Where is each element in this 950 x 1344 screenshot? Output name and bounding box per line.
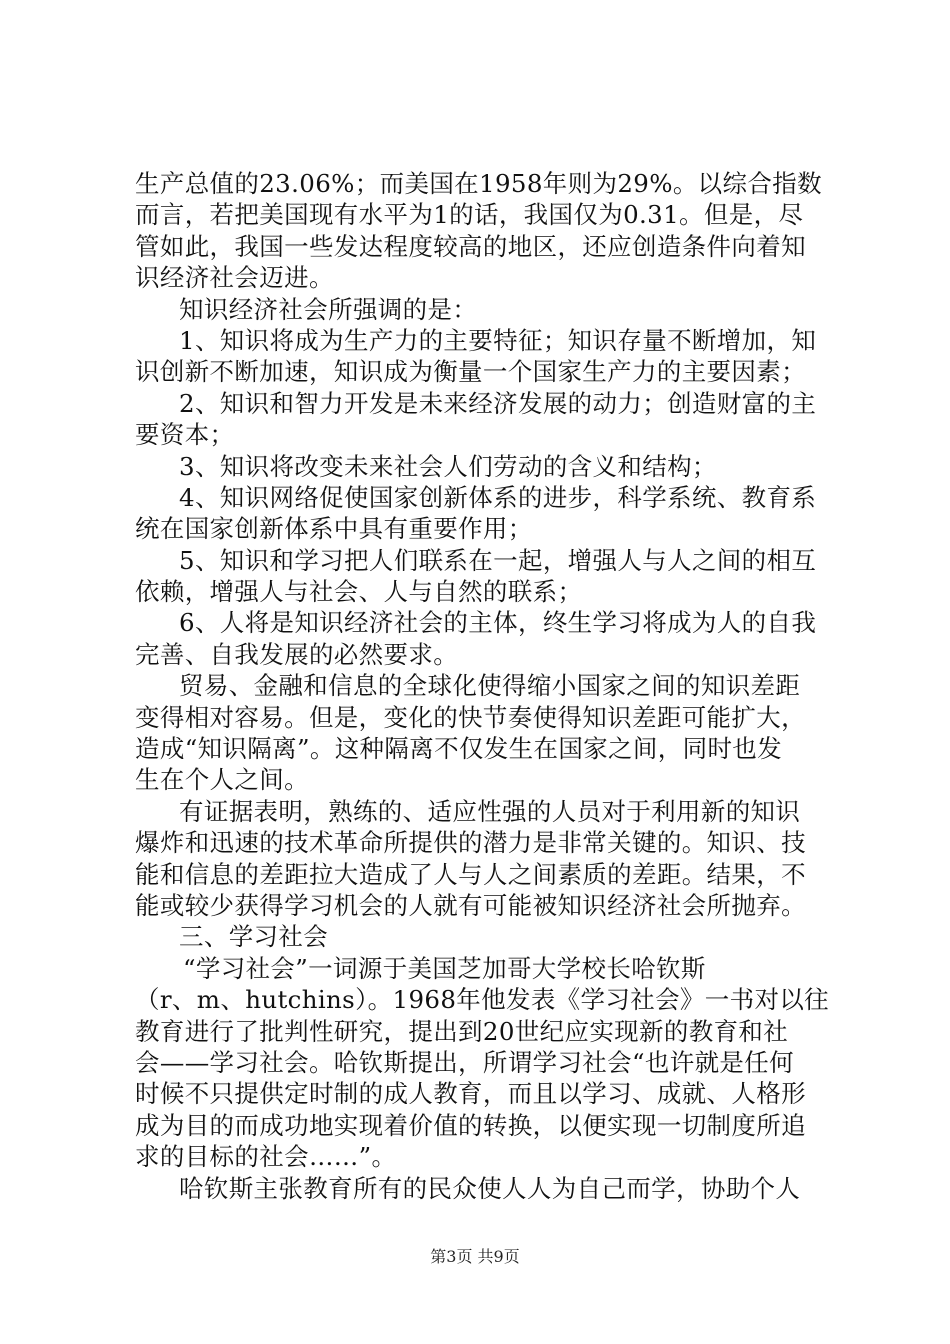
text-line: 造成“知识隔离”。这种隔离不仅发生在国家之间，同时也发 — [135, 734, 782, 764]
text-line: 有证据表明，熟练的、适应性强的人员对于利用新的知识 — [179, 796, 801, 826]
text-line: （r、m、hutchins）。1968年他发表《学习社会》一书对以往 — [135, 985, 830, 1015]
text-line: 会——学习社会。哈钦斯提出，所谓学习社会“也许就是任何 — [135, 1047, 794, 1077]
text-line: 求的目标的社会……”。 — [135, 1142, 397, 1172]
text-line: 贸易、金融和信息的全球化使得缩小国家之间的知识差距 — [179, 671, 801, 701]
list-item-2: 2、知识和智力开发是未来经济发展的动力；创造财富的主 — [179, 388, 817, 418]
text-line: 识经济社会迈进。 — [135, 263, 334, 293]
text-line: “学习社会”一词源于美国芝加哥大学校长哈钦斯 — [183, 953, 706, 983]
list-item-6: 6、人将是知识经济社会的主体，终生学习将成为人的自我 — [179, 608, 817, 638]
section-heading: 三、学习社会 — [179, 922, 329, 952]
list-item-4: 4、知识网络促使国家创新体系的进步，科学系统、教育系 — [179, 482, 817, 512]
text-line: 能或较少获得学习机会的人就有可能被知识经济社会所抛弃。 — [135, 890, 806, 920]
page-number-footer: 第3页 共9页 — [430, 1247, 520, 1266]
list-item-5: 5、知识和学习把人们联系在一起，增强人与人之间的相互 — [179, 545, 817, 575]
text-line: 完善、自我发展的必然要求。 — [135, 639, 459, 669]
text-line: 统在国家创新体系中具有重要作用； — [135, 514, 533, 544]
text-line: 而言，若把美国现有水平为1的话，我国仅为0.31。但是，尽 — [135, 200, 804, 230]
text-line: 时候不只提供定时制的成人教育，而且以学习、成就、人格形 — [135, 1079, 806, 1109]
text-line: 成为目的而成功地实现着价值的转换，以便实现一切制度所追 — [135, 1110, 806, 1140]
text-line: 生在个人之间。 — [135, 765, 309, 795]
text-line: 能和信息的差距拉大造成了人与人之间素质的差距。结果，不 — [135, 859, 806, 889]
list-item-3: 3、知识将改变未来社会人们劳动的含义和结构； — [179, 451, 717, 481]
text-line: 爆炸和迅速的技术革命所提供的潜力是非常关键的。知识、技 — [135, 828, 806, 858]
text-line: 变得相对容易。但是，变化的快节奏使得知识差距可能扩大， — [135, 702, 806, 732]
text-line: 要资本； — [135, 420, 235, 450]
list-item-1: 1、知识将成为生产力的主要特征；知识存量不断增加，知 — [179, 325, 817, 355]
text-line: 依赖，增强人与社会、人与自然的联系； — [135, 577, 583, 607]
text-line: 教育进行了批判性研究，提出到20世纪应实现新的教育和社 — [135, 1016, 789, 1046]
text-line: 识创新不断加速，知识成为衡量一个国家生产力的主要因素； — [135, 357, 806, 387]
text-line: 知识经济社会所强调的是： — [179, 294, 478, 324]
text-line: 管如此，我国一些发达程度较高的地区，还应创造条件向着知 — [135, 231, 806, 261]
text-line: 生产总值的23.06%；而美国在1958年则为29%。以综合指数 — [135, 169, 822, 198]
text-line: 哈钦斯主张教育所有的民众使人人为自己而学，协助个人 — [179, 1173, 801, 1203]
document-body — [135, 168, 830, 1204]
